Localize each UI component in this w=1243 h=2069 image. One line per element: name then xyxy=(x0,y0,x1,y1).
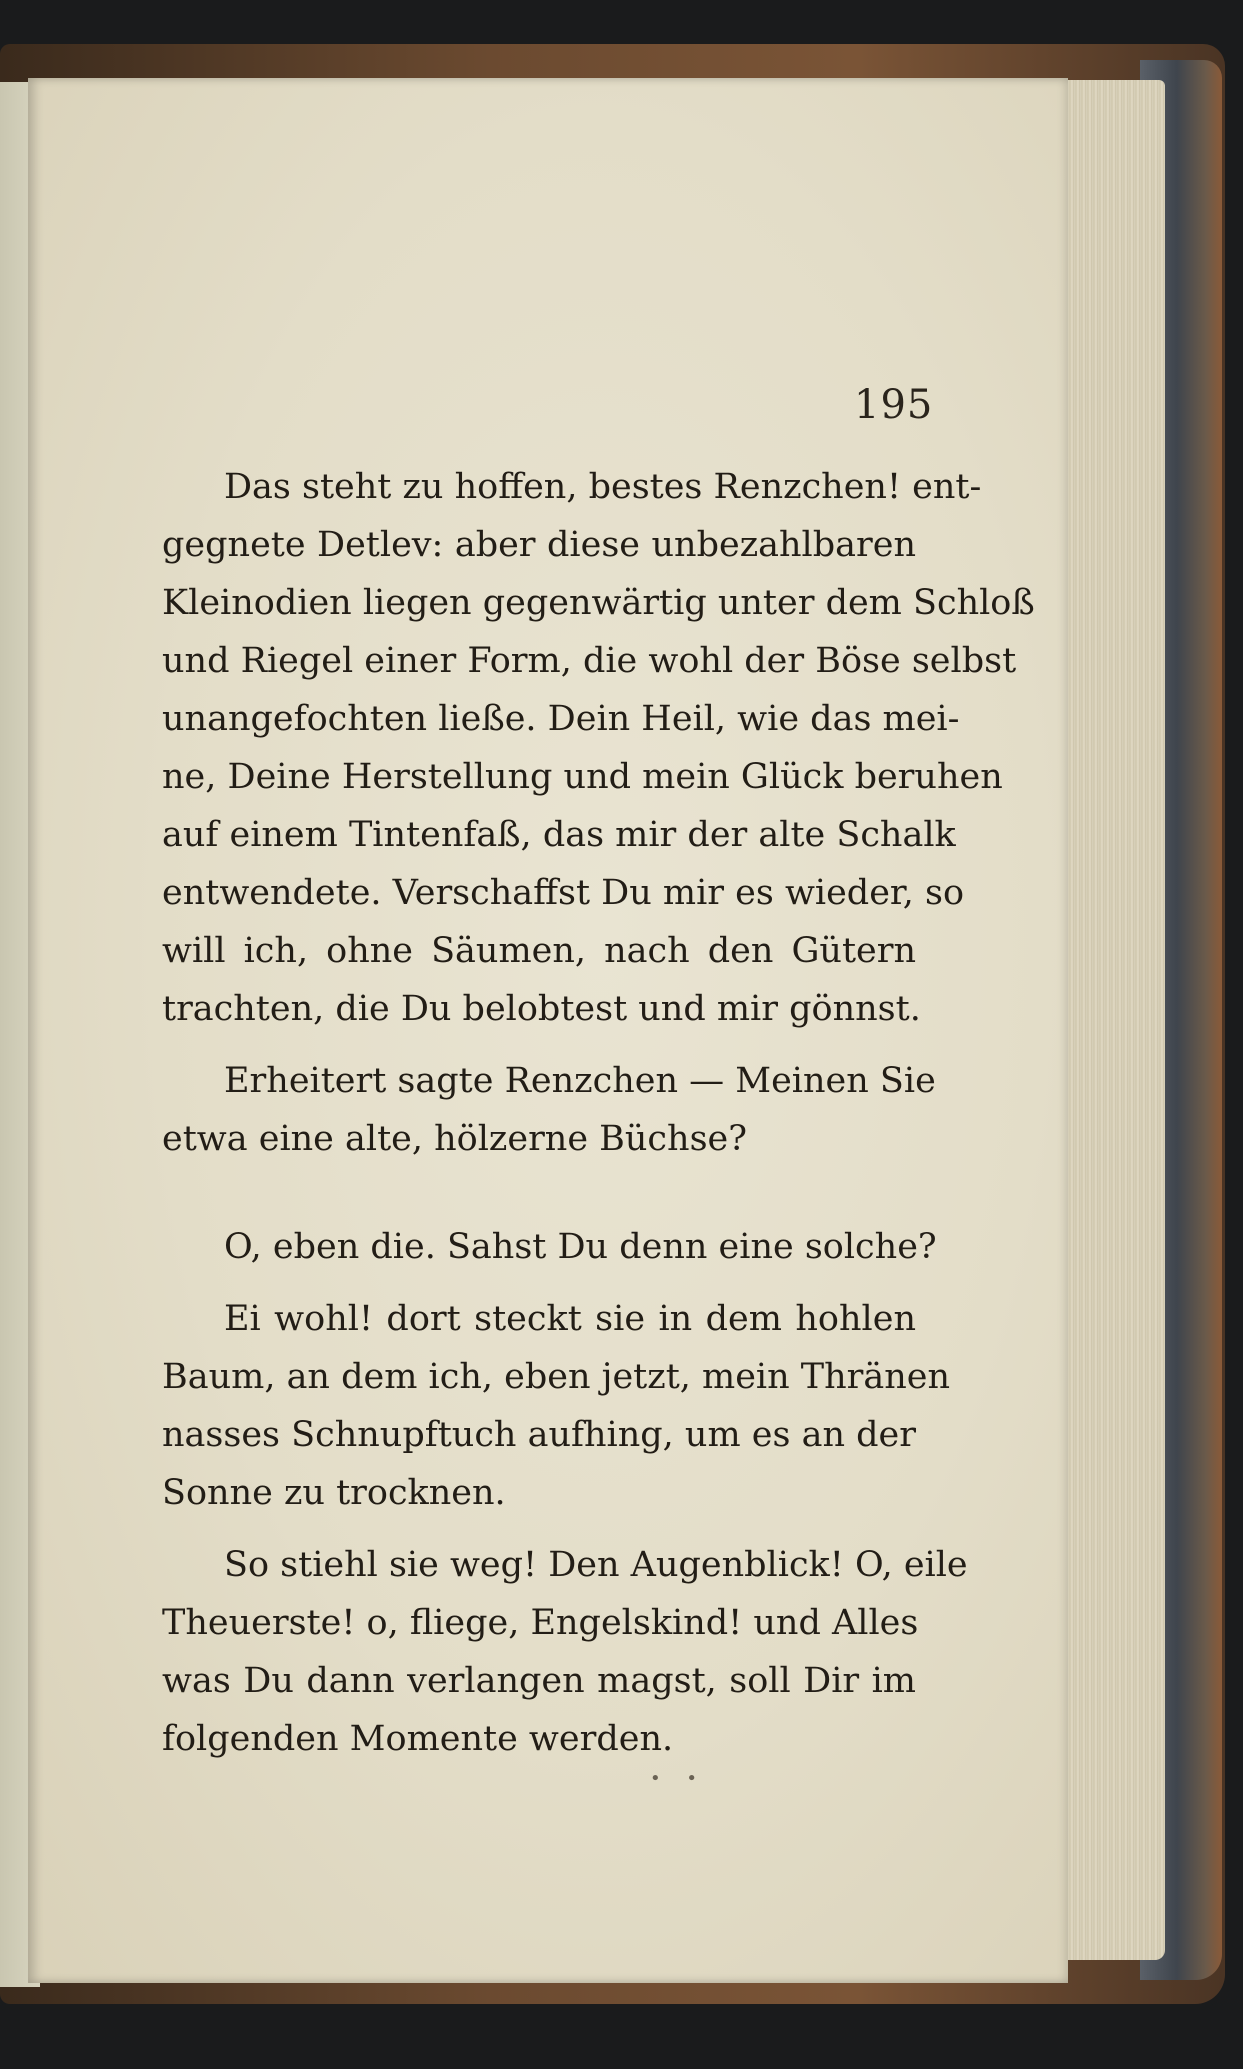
text-line: will ich, ohne Säumen, nach den Gütern xyxy=(162,931,916,971)
text-line: nasses Schnupftuch aufhing, um es an der xyxy=(162,1415,916,1455)
text-line: folgenden Momente werden. xyxy=(162,1719,674,1759)
text-line: unangefochten ließe. Dein Heil, wie das mei- xyxy=(162,699,960,739)
text-line: trachten, die Du belobtest und mir gönnst. xyxy=(162,989,921,1029)
book-page xyxy=(28,78,1068,1983)
printer-marks: • • xyxy=(650,1768,707,1789)
text-line: Ei wohl! dort steckt sie in dem hohlen xyxy=(224,1299,916,1339)
text-line: ne, Deine Herstellung und mein Glück beruhen xyxy=(162,757,1003,797)
text-line: und Riegel einer Form, die wohl der Böse selbst xyxy=(162,641,1017,681)
text-line: Erheitert sagte Renzchen — Meinen Sie xyxy=(224,1061,936,1101)
text-line: entwendete. Verschaffst Du mir es wieder, so xyxy=(162,873,965,913)
page-text xyxy=(162,458,1035,1768)
text-line: O, eben die. Sahst Du denn eine solche? xyxy=(224,1227,937,1267)
text-line: Sonne zu trocknen. xyxy=(162,1473,506,1513)
text-line: So stiehl sie weg! Den Augenblick! O, eile xyxy=(224,1545,968,1585)
text-line: auf einem Tintenfaß, das mir der alte Schalk xyxy=(162,815,956,855)
text-line: gegnete Detlev: aber diese unbezahlbaren xyxy=(162,525,916,565)
text-line: etwa eine alte, hölzerne Büchse? xyxy=(162,1119,748,1159)
text-line: was Du dann verlangen magst, soll Dir im xyxy=(162,1661,916,1701)
page-number: 195 xyxy=(854,382,934,428)
text-line: Baum, an dem ich, eben jetzt, mein Thränen xyxy=(162,1357,951,1397)
text-line: Kleinodien liegen gegenwärtig unter dem Schloß xyxy=(162,583,1035,623)
text-line: Theuerste! o, fliege, Engelskind! und Alles xyxy=(162,1603,919,1643)
text-line: Das steht zu hoffen, bestes Renzchen! ent- xyxy=(224,467,982,507)
